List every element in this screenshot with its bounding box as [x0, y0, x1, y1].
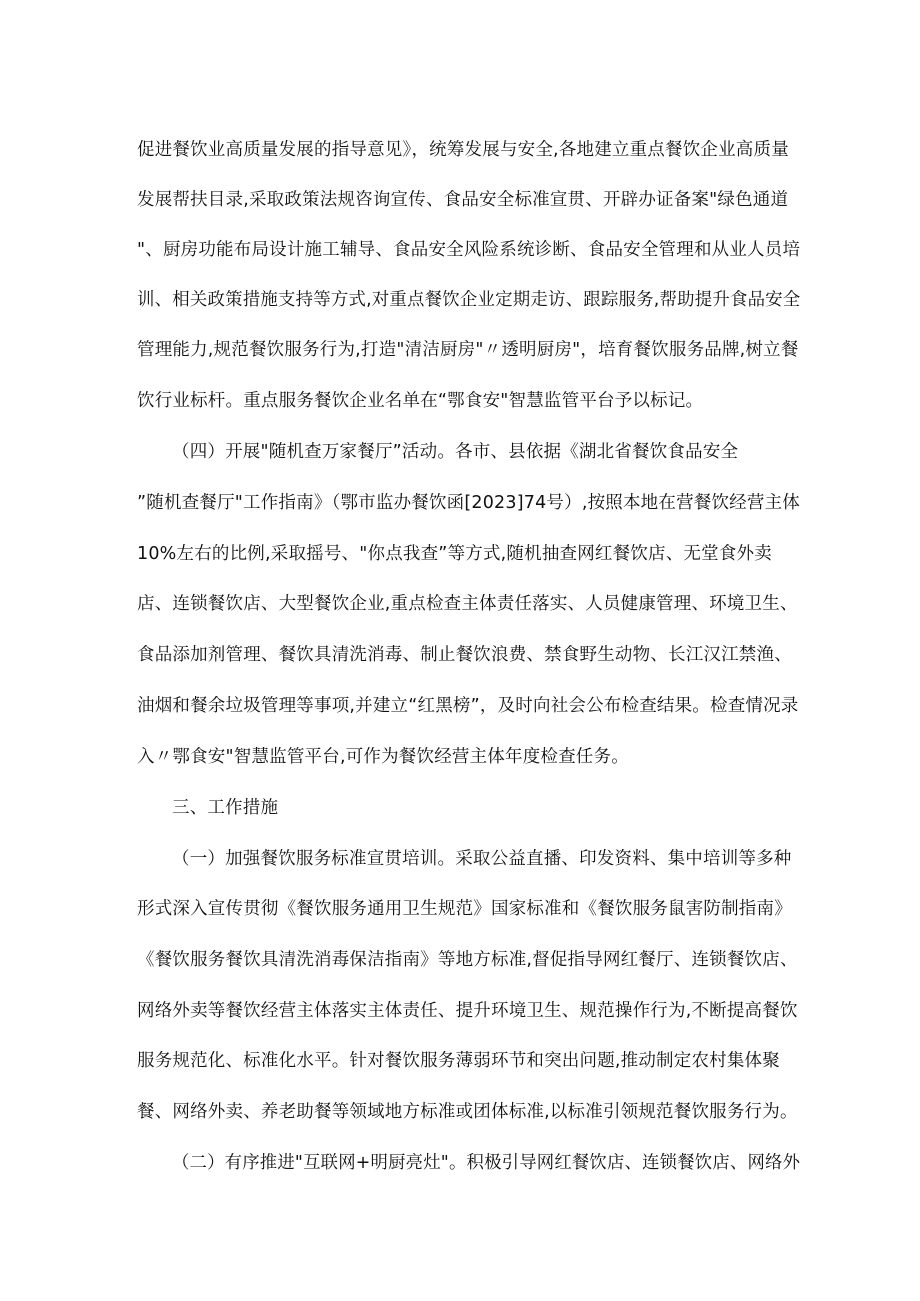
text-line-5: 管理能力,规范餐饮服务行为,打造"清洁厨房"〃透明厨房"，培育餐饮服务品牌,树立餐	[137, 340, 799, 360]
text-line-17: 《餐饮服务餐饮具清洗消毒保洁指南》等地方标准,督促指导网红餐厅、连锁餐饮店、	[137, 950, 798, 970]
section-heading: 三、工作措施	[172, 798, 279, 818]
text-line-19: 服务规范化、标准化水平。针对餐饮服务薄弱环节和突出问题,推动制定农村集体聚	[137, 1051, 780, 1071]
text-line-21: （二）有序推进"互联网+明厨亮灶"。积极引导网红餐饮店、连锁餐饮店、网络外	[172, 1153, 801, 1173]
text-line-8: ”随机查餐厅"工作指南》（鄂市监办餐饮函[2023]74号）,按照本地在营餐饮经营主体	[137, 493, 800, 513]
text-line-2: 发展帮扶目录,采取政策法规咨询宣传、食品安全标准宣贯、开辟办证备案"绿色通道	[137, 190, 789, 210]
text-line-3: "、厨房功能布局设计施工辅导、食品安全风险系统诊断、食品安全管理和从业人员培	[137, 240, 801, 260]
text-line-9: 10%左右的比例,采取摇号、"你点我查”等方式,随机抽查网红餐饮店、无堂食外卖	[137, 544, 772, 564]
text-line-1: 促进餐饮业高质量发展的指导意见》，统筹发展与安全,各地建立重点餐饮企业高质量	[137, 140, 789, 160]
text-line-4: 训、相关政策措施支持等方式,对重点餐饮企业定期走访、跟踪服务,帮助提升食品安全	[137, 290, 801, 310]
text-line-7: （四）开展"随机查万家餐厅”活动。各市、县依据《湖北省餐饮食品安全	[172, 442, 739, 462]
text-line-20: 餐、网络外卖、养老助餐等领域地方标准或团体标准,以标准引领规范餐饮服务行为。	[137, 1102, 798, 1122]
text-line-13: 入〃鄂食安"智慧监管平台,可作为餐饮经营主体年度检查任务。	[137, 747, 629, 767]
text-line-16: 形式深入宣传贯彻《餐饮服务通用卫生规范》国家标准和《餐饮服务鼠害防制指南》	[137, 899, 792, 919]
text-line-12: 油烟和餐余垃圾管理等事项,并建立“红黑榜”，及时向社会公布检查结果。检查情况录	[137, 696, 799, 716]
text-line-18: 网络外卖等餐饮经营主体落实主体责任、提升环境卫生、规范操作行为,不断提高餐饮	[137, 1001, 798, 1021]
text-line-15: （一）加强餐饮服务标准宣贯培训。采取公益直播、印发资料、集中培训等多种	[172, 849, 792, 869]
text-line-10: 店、连锁餐饮店、大型餐饮企业,重点检查主体责任落实、人员健康管理、环境卫生、	[137, 594, 798, 614]
text-line-6: 饮行业标杆。重点服务餐饮企业名单在“鄂食安"智慧监管平台予以标记。	[137, 391, 704, 411]
text-line-11: 食品添加剂管理、餐饮具清洗消毒、制止餐饮浪费、禁食野生动物、长江汉江禁渔、	[137, 645, 792, 665]
